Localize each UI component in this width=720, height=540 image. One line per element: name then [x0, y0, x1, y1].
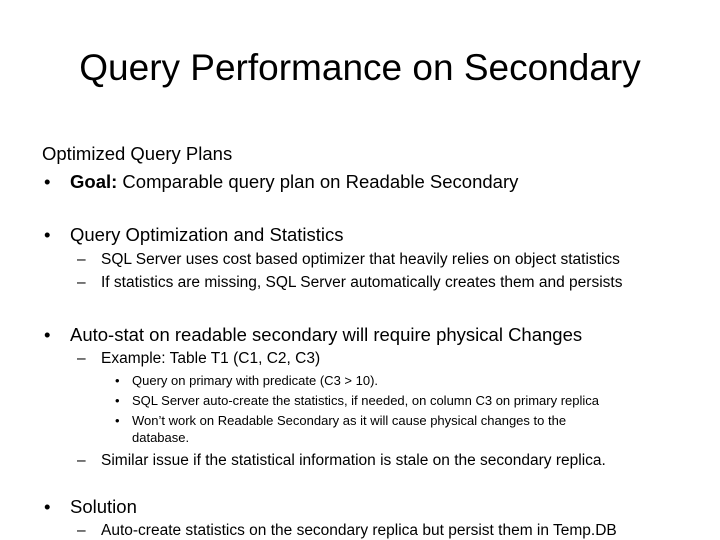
qo-item [44, 224, 344, 246]
example-point-1 [115, 373, 378, 389]
bullet-icon: • [115, 393, 120, 408]
solution-item [44, 496, 137, 518]
goal-text: Comparable query plan on Readable Secondary [117, 171, 519, 192]
autostat-title: Auto-stat on readable secondary will require physical Changes [70, 324, 583, 345]
bullet-icon: • [44, 171, 51, 192]
goal-label: Goal: [70, 171, 118, 192]
dash-icon: – [77, 350, 86, 367]
bullet-icon: • [115, 373, 120, 388]
solution-sub-text: Auto-create statistics on the secondary replica but persist them in Temp.DB [101, 522, 617, 539]
qo-title: Query Optimization and Statistics [70, 224, 344, 245]
example-text: Example: Table T1 (C1, C2, C3) [101, 350, 321, 367]
bullet-icon: • [44, 496, 51, 517]
example-point-2 [115, 393, 599, 409]
dash-icon: – [77, 251, 86, 268]
slide-title: Query Performance on Secondary [79, 47, 641, 88]
autostat-item [44, 324, 582, 346]
qo-sub-2 [77, 273, 622, 292]
dash-icon: – [77, 274, 86, 291]
example-point-3-text: Won’t work on Readable Secondary as it will cause physical changes to the [132, 413, 567, 428]
section-heading: Optimized Query Plans [42, 143, 233, 164]
bullet-icon: • [44, 224, 51, 245]
goal-item [44, 171, 518, 193]
dash-icon: – [77, 452, 86, 469]
similar-item [77, 451, 606, 470]
example-point-3 [115, 413, 566, 429]
bullet-icon: • [115, 413, 120, 428]
solution-title: Solution [70, 496, 137, 517]
example-item [77, 349, 320, 368]
dash-icon: – [77, 522, 86, 539]
example-point-1-text: Query on primary with predicate (C3 > 10). [132, 373, 379, 388]
example-point-3-continued: database. [132, 430, 190, 445]
similar-text: Similar issue if the statistical information is stale on the secondary replica. [101, 452, 606, 469]
example-point-2-text: SQL Server auto-create the statistics, if needed, on column C3 on primary replica [132, 393, 600, 408]
qo-sub-1 [77, 250, 620, 269]
qo-sub-2-text: If statistics are missing, SQL Server automatically creates them and persists [101, 274, 623, 291]
bullet-icon: • [44, 324, 51, 345]
solution-sub [77, 521, 617, 540]
qo-sub-1-text: SQL Server uses cost based optimizer that heavily relies on object statistics [101, 251, 620, 268]
